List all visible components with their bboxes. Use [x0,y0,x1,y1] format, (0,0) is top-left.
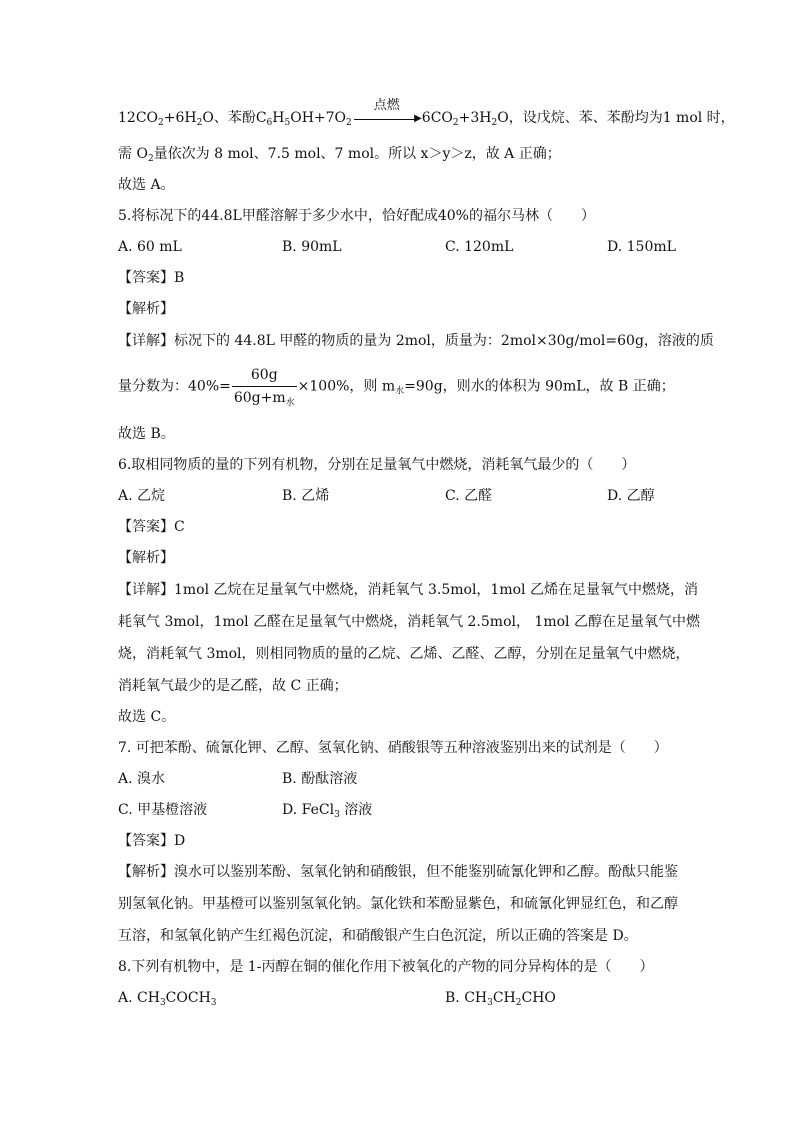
q6-detail-line: 烧，消耗氧气 3mol，则相同物质的量的乙烷、乙烯、乙醛、乙醇，分别在足量氧气中燃烧， [118,646,690,662]
q7-option-b: B. 酚酞溶液 [282,771,358,787]
arrow-head-icon: ▶ [414,113,422,124]
mass-fraction: $\frac{60g}{60g+m_水}$ [233,367,295,408]
q6-option-d: D. 乙醇 [607,488,655,504]
q5-option-c: C. 120mL [445,239,514,255]
q6-conclusion: 故选 C。 [118,709,176,725]
q6-option-a: A. 乙烷 [118,488,166,504]
q7-option-d: D. FeCl$_3$ 溶液 [282,802,373,820]
q5-conclusion: 故选 B。 [118,426,175,442]
equation-text: 12CO [118,110,159,126]
q7-analysis-line: 【解析】溴水可以鉴别苯酚、氢氧化钠和硝酸银，但不能鉴别硫氰化钾和乙醇。酚酞只能鉴 [118,864,678,880]
q4-equation-line: $12CO_2+6H_2O$、苯酚$C_6H_5OH+7O_2$ 点燃 ▶ $6CO_2+3H_2O$，设戊烷、苯、苯酚均为1 mol 时， [118,98,735,128]
q6-option-c: C. 乙醛 [445,488,493,504]
q4-conclusion: 故选 A。 [118,177,175,193]
q5-option-d: D. 150mL [607,239,676,255]
q6-analysis-header: 【解析】 [118,550,174,566]
q7-answer: 【答案】D [118,833,186,849]
q5-detail-2: 量分数为：40%= $\frac{60g}{60g+m_水}$ ×100%，则 $m_水=90g$，则水的体积为 90mL，故 B 正确； [118,367,675,408]
q7-question: 7. 可把苯酚、硫氰化钾、乙醇、氢氧化钠、硝酸银等五种溶液鉴别出来的试剂是（ ） [118,740,668,756]
q8-option-b: B. $CH_3CH_2CHO$ [445,990,556,1008]
q7-option-c: C. 甲基橙溶液 [118,802,208,818]
reaction-condition: 点燃 [373,98,400,113]
q5-analysis-header: 【解析】 [118,301,174,317]
q6-question: 6.取相同物质的量的下列有机物，分别在足量氧气中燃烧，消耗氧气最少的（ ） [118,457,636,473]
q7-analysis-line: 互溶，和氢氧化钠产生红褐色沉淀，和硝酸银产生白色沉淀，所以正确的答案是 D。 [118,928,638,944]
q6-answer: 【答案】C [118,519,185,535]
q8-option-a: A. $CH_3COCH_3$ [118,990,217,1008]
q5-option-b: B. 90mL [282,239,342,255]
q6-detail-line: 消耗氧气最少的是乙醛，故 C 正确； [118,678,348,694]
q8-question: 8.下列有机物中，是 1-丙醇在铜的催化作用下被氧化的产物的同分异构体的是（ ） [118,959,654,975]
q5-option-a: A. 60 mL [118,239,182,255]
q5-detail-1: 【详解】标况下的 44.8L 甲醛的物质的量为 2mol，质量为：2mol×30g/mol=60g，溶液的质 [118,333,714,349]
q6-option-b: B. 乙烯 [282,488,330,504]
q6-detail-line: 【详解】1mol 乙烷在足量氧气中燃烧，消耗氧气 3.5mol，1mol 乙烯在足量氧气中燃烧，消 [118,582,698,598]
q7-analysis-line: 别氢氧化钠。甲基橙可以鉴别氢氧化钠。氯化铁和苯酚显紫色，和硫氰化钾显红色，和乙醇 [118,896,678,912]
q6-detail-line: 耗氧气 3mol，1mol 乙醛在足量氧气中燃烧，消耗氧气 2.5mol， 1mol 乙醇在足量氧气中燃 [118,614,700,630]
q5-answer: 【答案】B [118,270,185,286]
q7-option-a: A. 溴水 [118,771,166,787]
q4-line-2: 需 $O_2$量依次为 8 mol、7.5 mol、7 mol。所以 x＞y＞z，故 A 正确； [118,146,561,164]
reaction-arrow [352,98,422,128]
q5-question: 5.将标况下的44.8L甲醛溶解于多少水中，恰好配成40%的福尔马林（ ） [118,208,595,224]
